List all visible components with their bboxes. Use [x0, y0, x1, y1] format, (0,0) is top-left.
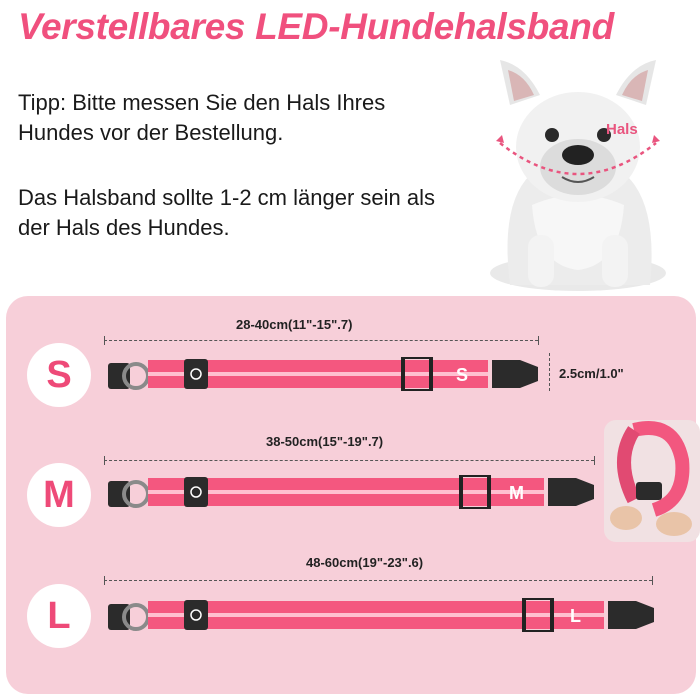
french-bulldog-image	[470, 55, 685, 295]
size-badge-l: L	[27, 584, 91, 648]
adjusting-collar-photo	[604, 420, 700, 542]
measure-tick	[652, 576, 653, 585]
measure-tick	[104, 336, 105, 345]
neck-label: Hals	[606, 121, 638, 138]
measure-tick	[104, 456, 105, 465]
collar-m	[100, 475, 596, 509]
measure-tick	[538, 336, 539, 345]
measure-tick	[104, 576, 105, 585]
measuring-tip: Tipp: Bitte messen Sie den Hals Ihres Hundes vor der Bestellung.	[18, 90, 386, 145]
svg-text:M: M	[509, 483, 524, 503]
size-range-m: 38-50cm(15"-19".7)	[266, 434, 384, 449]
collar-s	[100, 357, 540, 391]
width-measure-line	[549, 353, 550, 391]
measure-tick	[594, 456, 595, 465]
size-range-l: 48-60cm(19"-23".6)	[306, 555, 424, 570]
size-range-s: 28-40cm(11"-15".7)	[236, 317, 353, 332]
measure-line-s	[104, 340, 538, 341]
size-badge-s: S	[27, 343, 91, 407]
collar-loop-icon	[604, 420, 700, 542]
collar-width-label: 2.5cm/1.0"	[559, 366, 624, 381]
svg-text:L: L	[570, 606, 581, 626]
measure-line-m	[104, 460, 594, 461]
measure-line-l	[104, 580, 652, 581]
length-tip: Das Halsband sollte 1-2 cm länger sein als der Hals des Hundes.	[18, 185, 435, 240]
svg-text:S: S	[456, 365, 469, 385]
collar-l	[100, 598, 656, 632]
page-title: Verstellbares LED-Hundehalsband	[18, 6, 614, 47]
size-badge-m: M	[27, 463, 91, 527]
